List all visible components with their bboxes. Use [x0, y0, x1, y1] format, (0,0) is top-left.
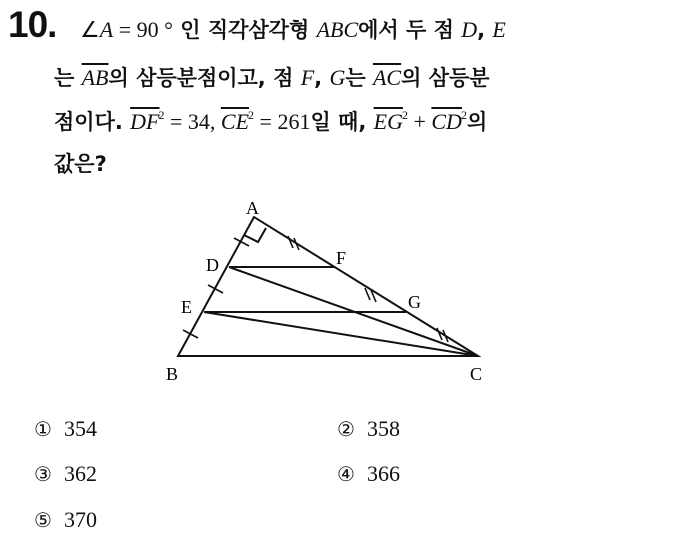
label-a: A [246, 198, 259, 218]
label-e: E [181, 297, 192, 317]
problem-text-segment: ABC [316, 17, 359, 42]
problem-text-segment: $\overline{CD}$ [431, 109, 462, 134]
choice-4-mark: ④ [337, 462, 355, 486]
problem-text-segment: , [477, 18, 493, 42]
problem-text-segment: = 90 ° [113, 17, 173, 42]
choice-3[interactable] [34, 461, 97, 487]
problem-line-3 [54, 106, 487, 144]
problem-text-segment: + [407, 109, 432, 134]
choice-2-value: 358 [366, 416, 400, 441]
problem-text-segment: 2 [248, 108, 255, 122]
problem-text-segment: $\overline{EG}$ [373, 109, 403, 134]
problem-text-segment: ∠ [80, 17, 100, 42]
choice-1-value: 354 [63, 416, 97, 441]
problem-text-segment: G [329, 65, 346, 90]
problem-text-segment: 는 [54, 66, 82, 90]
choice-3-mark: ③ [34, 462, 52, 486]
question-number: 10. [8, 4, 57, 45]
problem-text-segment: $\overline{CE}$ [220, 109, 250, 134]
problem-text-segment: 의 [466, 110, 488, 134]
triangle-figure [160, 190, 500, 390]
problem-text-segment: 2 [401, 108, 408, 122]
problem-line-1 [80, 14, 506, 52]
problem-text-segment: 2 [460, 108, 467, 122]
choice-5-value: 370 [63, 507, 97, 532]
label-f: F [336, 248, 347, 268]
problem-text-segment: 일 때, [310, 110, 374, 134]
problem-text-segment: 값은? [54, 152, 107, 176]
problem-text-segment: A [99, 17, 114, 42]
problem-text-segment: E [492, 17, 506, 42]
label-d: D [206, 255, 219, 275]
choice-5-mark: ⑤ [34, 508, 52, 532]
choice-2[interactable] [337, 416, 400, 442]
problem-text-segment: $\overline{DF}$ [130, 109, 160, 134]
problem-text-segment: 의 삼등분 [401, 66, 490, 90]
problem-text-segment: F [300, 65, 315, 90]
segment-ce [204, 312, 478, 356]
choice-2-mark: ② [337, 417, 355, 441]
problem-text-segment: 에서 두 점 [358, 18, 462, 42]
problem-text-segment: D [461, 17, 478, 42]
problem-text-segment: = 34, [164, 109, 221, 134]
choice-4-value: 366 [366, 461, 400, 486]
choice-1-mark: ① [34, 417, 52, 441]
problem-text-segment: $\overline{AC}$ [372, 65, 402, 90]
choice-4[interactable] [337, 461, 400, 487]
problem-text-segment: = 261 [254, 109, 311, 134]
problem-text-segment: 는 [345, 66, 373, 90]
problem-text-segment: $\overline{AB}$ [81, 65, 109, 90]
problem-line-4 [54, 148, 107, 186]
problem-text-segment: 2 [158, 108, 165, 122]
choice-5[interactable] [34, 507, 97, 533]
label-g: G [408, 292, 421, 312]
triangle-abc [178, 217, 478, 356]
label-c: C [470, 364, 483, 384]
problem-text-segment: 인 직각삼각형 [172, 18, 317, 42]
problem-text-segment: 의 삼등분점이고, 점 [108, 66, 301, 90]
problem-text-segment: 점이다. [54, 110, 131, 134]
problem-line-2 [54, 62, 490, 100]
problem-text-segment: , [314, 66, 330, 90]
choice-3-value: 362 [63, 461, 97, 486]
choice-1[interactable] [34, 416, 97, 442]
label-b: B [166, 364, 179, 384]
